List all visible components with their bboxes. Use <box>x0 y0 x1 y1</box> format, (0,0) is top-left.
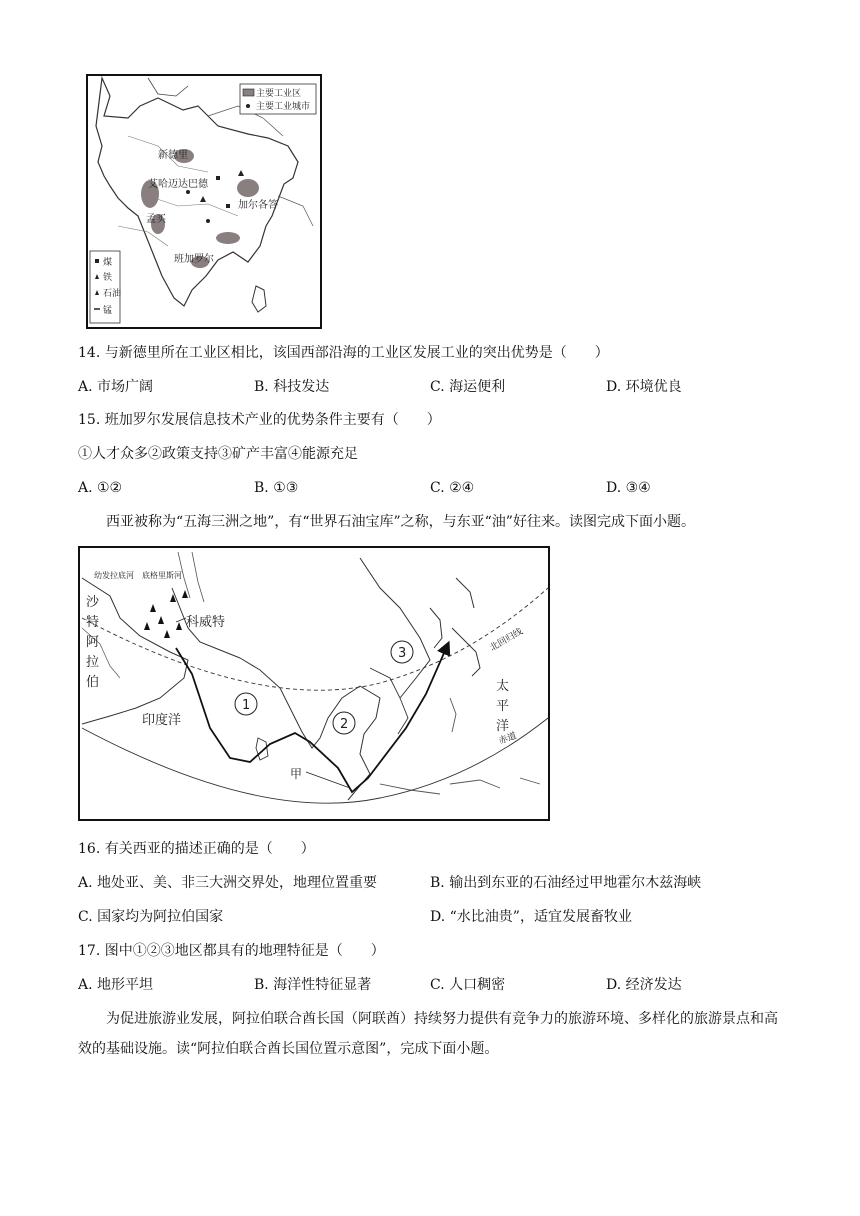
label-rivers: 幼发拉底河 底格里斯河 <box>94 571 182 580</box>
q14-option-a[interactable]: A. 市场广阔 <box>78 379 154 395</box>
label-newdelhi: 新德里 <box>158 150 188 161</box>
question-15-items: ①人才众多②政策支持③矿产丰富④能源充足 <box>78 446 358 462</box>
label-kuwait: 科威特 <box>186 615 226 630</box>
asia-map-svg <box>80 548 548 819</box>
q15-option-a[interactable]: A. ①② <box>78 480 123 496</box>
india-industry-map <box>86 74 322 329</box>
question-15-stem: 15. 班加罗尔发展信息技术产业的优势条件主要有（ ） <box>78 412 441 428</box>
legend-coal: 煤 <box>103 258 113 268</box>
region-marker-3: 3 <box>398 646 407 661</box>
q15-option-d[interactable]: D. ③④ <box>606 480 651 496</box>
industrial-area-kolkata <box>237 179 259 197</box>
q14-option-b[interactable]: B. 科技发达 <box>254 379 330 395</box>
label-ahmedabad: 艾哈迈达巴德 <box>148 179 208 190</box>
intro-west-asia: 西亚被称为“五海三洲之地”，有“世界石油宝库”之称，与东亚“油”好往来。读图完成下面小题。 <box>106 514 695 530</box>
label-jia: 甲 <box>290 767 303 781</box>
label-kolkata: 加尔各答 <box>238 200 278 211</box>
label-bangalore: 班加罗尔 <box>174 254 214 265</box>
label-saudi-4: 拉 <box>86 655 100 670</box>
question-16-stem: 16. 有关西亚的描述正确的是（ ） <box>78 841 315 857</box>
q15-option-c[interactable]: C. ②④ <box>430 480 475 496</box>
legend-manganese: 锰 <box>103 306 113 316</box>
q17-option-c[interactable]: C. 人口稠密 <box>430 977 506 993</box>
q16-option-d[interactable]: D. “水比油贵”，适宜发展畜牧业 <box>430 909 632 925</box>
q14-option-d[interactable]: D. 环境优良 <box>606 379 682 395</box>
label-saudi-3: 阿 <box>86 635 100 650</box>
industrial-area-south <box>216 232 240 244</box>
q16-option-b[interactable]: B. 输出到东亚的石油经过甲地霍尔木兹海峡 <box>430 875 702 891</box>
region-marker-1: 1 <box>242 698 251 713</box>
question-14-stem: 14. 与新德里所在工业区相比，该国西部沿海的工业区发展工业的突出优势是（ ） <box>78 345 609 361</box>
region-marker-2: 2 <box>340 717 349 732</box>
label-pacific-1: 太 <box>496 679 510 694</box>
label-pacific-2: 平 <box>496 699 510 714</box>
q15-option-b[interactable]: B. ①③ <box>254 480 299 496</box>
question-17-stem: 17. 图中①②③地区都具有的地理特征是（ ） <box>78 943 385 959</box>
legend-iron: 铁 <box>103 273 113 283</box>
label-saudi-1: 沙 <box>86 595 100 610</box>
q17-option-d[interactable]: D. 经济发达 <box>606 977 682 993</box>
legend-industrial-city: 主要工业城市 <box>256 102 311 112</box>
label-pacific-3: 洋 <box>496 719 510 734</box>
legend-oil: 石油 <box>103 289 122 299</box>
q14-option-c[interactable]: C. 海运便利 <box>430 379 506 395</box>
q17-option-a[interactable]: A. 地形平坦 <box>78 977 154 993</box>
label-saudi-5: 伯 <box>86 675 100 690</box>
q16-option-a[interactable]: A. 地处亚、美、非三大洲交界处，地理位置重要 <box>78 875 378 891</box>
label-saudi-2: 特 <box>86 615 100 630</box>
label-equator: 赤道 <box>497 731 518 747</box>
label-mumbai: 孟买 <box>146 214 166 225</box>
west-asia-oil-route-map <box>78 546 550 821</box>
q17-option-b[interactable]: B. 海洋性特征显著 <box>254 977 372 993</box>
intro-uae: 为促进旅游业发展，阿拉伯联合酋长国（阿联酋）持续努力提供有竞争力的旅游环境、多样化的旅游景点和高效的基础设施。读“阿拉伯联合酋长国位置示意图”，完成下面小题。 <box>78 1011 778 1057</box>
q16-option-c[interactable]: C. 国家均为阿拉伯国家 <box>78 909 224 925</box>
label-indian-ocean: 印度洋 <box>142 713 182 728</box>
legend-industrial-area: 主要工业区 <box>256 89 302 99</box>
label-tropic-of-cancer: 北回归线 <box>488 626 525 654</box>
india-map-svg <box>88 76 320 327</box>
